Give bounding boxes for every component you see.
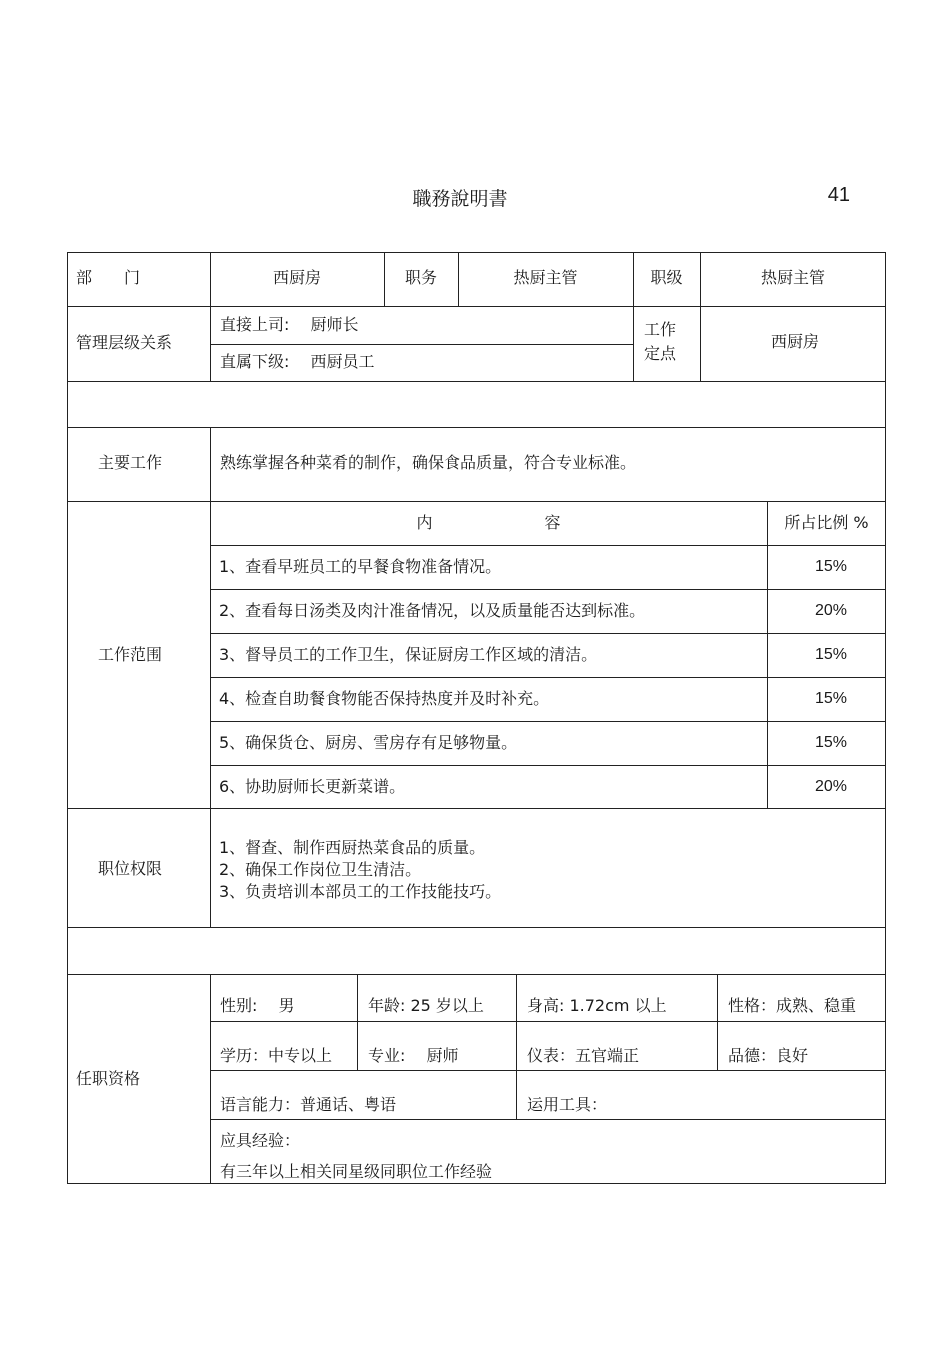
col-divider bbox=[717, 974, 718, 1071]
scope-item-text: 4、检查自助餐食物能否保持热度并及时补充。 bbox=[219, 689, 550, 708]
main-work-text: 熟练掌握各种菜肴的制作，确保食品质量，符合专业标准。 bbox=[220, 453, 637, 472]
position-label: 职务 bbox=[404, 268, 437, 287]
scope-item-percent: 15% bbox=[814, 690, 848, 707]
location-value: 西厨房 bbox=[770, 332, 819, 351]
scope-item-text: 3、督导员工的工作卫生，保证厨房工作区域的清洁。 bbox=[219, 645, 598, 664]
row-divider bbox=[210, 1021, 886, 1022]
page-title: 職務說明書 bbox=[412, 188, 508, 210]
row-divider bbox=[67, 306, 886, 307]
authority-line: 2、确保工作岗位卫生清洁。 bbox=[219, 860, 422, 879]
scope-item-text: 2、查看每日汤类及肉汁准备情况，以及质量能否达到标准。 bbox=[219, 601, 646, 620]
qualifications-label: 任职资格 bbox=[76, 1069, 141, 1088]
row-divider bbox=[67, 381, 886, 382]
row-divider bbox=[67, 974, 886, 975]
grade-value: 热厨主管 bbox=[760, 268, 825, 287]
experience-text: 有三年以上相关同星级同职位工作经验 bbox=[220, 1162, 493, 1181]
row-divider bbox=[210, 1119, 886, 1120]
position-value: 热厨主管 bbox=[513, 268, 578, 287]
row-divider bbox=[210, 1070, 886, 1071]
main-work-label: 主要工作 bbox=[97, 453, 162, 472]
row-divider bbox=[210, 633, 886, 634]
scope-item-text: 5、确保货仓、厨房、雪房存有足够物量。 bbox=[219, 733, 518, 752]
row-divider bbox=[67, 808, 886, 809]
row-divider bbox=[67, 427, 886, 428]
department-label: 部 门 bbox=[76, 268, 141, 287]
morality: 品德：良好 bbox=[728, 1046, 809, 1065]
direct-superior: 直接上司: 厨师长 bbox=[220, 315, 359, 334]
location-label-line2: 定点 bbox=[644, 344, 677, 363]
age: 年龄: 25 岁以上 bbox=[368, 996, 484, 1015]
language-ability: 语言能力：普通话、粤语 bbox=[220, 1095, 397, 1114]
col-divider bbox=[516, 974, 517, 1120]
job-description-table bbox=[67, 252, 886, 1184]
height: 身高: 1.72cm 以上 bbox=[527, 996, 667, 1015]
authority-line: 1、督查、制作西厨热菜食品的质量。 bbox=[219, 838, 486, 857]
appearance: 仪表：五官端正 bbox=[527, 1046, 640, 1065]
scope-item-text: 1、查看早班员工的早餐食物准备情况。 bbox=[219, 557, 502, 576]
row-divider bbox=[210, 721, 886, 722]
scope-item-text: 6、协助厨师长更新菜谱。 bbox=[219, 777, 406, 796]
scope-item-percent: 15% bbox=[814, 558, 848, 575]
scope-item-percent: 20% bbox=[814, 602, 848, 619]
direct-subordinate: 直属下级: 西厨员工 bbox=[220, 352, 375, 371]
department-value: 西厨房 bbox=[272, 268, 321, 287]
col-divider bbox=[210, 974, 211, 1184]
gender: 性别: 男 bbox=[220, 996, 295, 1015]
row-divider bbox=[210, 589, 886, 590]
personality: 性格：成熟、稳重 bbox=[728, 996, 857, 1015]
row-divider bbox=[210, 344, 633, 345]
authority-label: 职位权限 bbox=[97, 859, 162, 878]
col-divider bbox=[357, 974, 358, 1071]
row-divider bbox=[210, 677, 886, 678]
scope-item-percent: 15% bbox=[814, 734, 848, 751]
location-label-line1: 工作 bbox=[644, 320, 677, 339]
row-divider bbox=[67, 927, 886, 928]
row-divider bbox=[210, 545, 886, 546]
experience-label: 应具经验： bbox=[220, 1131, 301, 1150]
scope-item-percent: 15% bbox=[814, 646, 848, 663]
grade-label: 职级 bbox=[650, 268, 683, 287]
hierarchy-label: 管理层级关系 bbox=[76, 333, 173, 352]
content-header: 内 容 bbox=[416, 513, 561, 532]
work-scope-label: 工作范围 bbox=[97, 645, 162, 664]
education: 学历：中专以上 bbox=[220, 1046, 333, 1065]
row-divider bbox=[210, 765, 886, 766]
scope-item-percent: 20% bbox=[814, 778, 848, 795]
col-divider bbox=[767, 501, 768, 809]
major: 专业: 厨师 bbox=[368, 1046, 459, 1065]
authority-line: 3、负责培训本部员工的工作技能技巧。 bbox=[219, 882, 502, 901]
page-number: 41 bbox=[827, 184, 850, 206]
row-divider bbox=[67, 501, 886, 502]
percent-header: 所占比例 % bbox=[784, 513, 869, 532]
tools-used: 运用工具： bbox=[527, 1095, 608, 1114]
